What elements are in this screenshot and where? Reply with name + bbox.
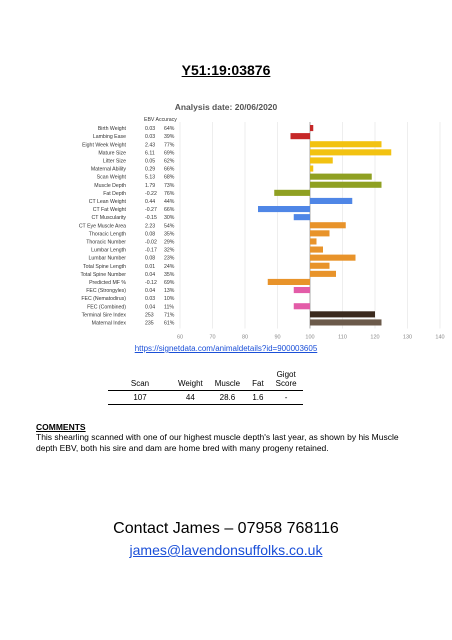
scan-table-header-row <box>108 370 303 391</box>
trait-label: CT Muscularity <box>91 215 126 222</box>
ebv-value: -0.17 <box>145 247 157 254</box>
ebv-value: 2.43 <box>145 142 156 149</box>
trait-label: Lambing Ease <box>92 134 126 141</box>
comments-body: This shearling scanned with one of our highest muscle depth's last year, as shown by his Muscle depth EBV, both his sire and dam are home bred with many progeny retained. <box>36 432 399 453</box>
ebv-value: 0.08 <box>145 255 156 262</box>
ebv-bar <box>310 182 382 188</box>
ebv-bar <box>294 303 310 309</box>
trait-label: Predicted MF % <box>89 279 126 286</box>
ebv-value: 0.04 <box>145 304 156 311</box>
accuracy-value: 61% <box>164 320 175 327</box>
ebv-bar <box>310 230 330 236</box>
contact-email-link[interactable]: james@lavendonsuffolks.co.uk <box>129 542 323 558</box>
scan-table-row <box>108 391 303 405</box>
x-tick-label: 110 <box>338 334 347 341</box>
trait-label: Muscle Depth <box>94 182 126 189</box>
trait-label: Total Spine Length <box>83 263 126 270</box>
col-weight: Weight <box>172 370 209 391</box>
signet-link[interactable]: https://signetdata.com/animaldetails?id=900003605 <box>134 344 318 353</box>
trait-label: Maternal Index <box>91 320 126 327</box>
scan-table <box>108 370 303 405</box>
accuracy-value: 30% <box>164 215 175 222</box>
accuracy-value: 73% <box>164 182 175 189</box>
ebv-bar <box>310 141 382 147</box>
accuracy-value: 66% <box>164 207 175 214</box>
ebv-bar <box>310 174 372 180</box>
ebv-accuracy-header: EBV Accuracy <box>144 117 177 123</box>
accuracy-value: 69% <box>164 279 175 286</box>
ebv-bar <box>310 271 336 277</box>
ebv-bar-chart <box>0 112 452 341</box>
comments-heading: COMMENTS <box>36 422 86 432</box>
accuracy-value: 68% <box>164 174 175 181</box>
col-scan: Scan <box>108 370 172 391</box>
muscle-value: 28.6 <box>209 391 246 405</box>
ebv-bar <box>310 263 330 269</box>
ebv-bar <box>291 133 311 139</box>
ebv-value: 0.03 <box>145 134 156 141</box>
ebv-bar <box>310 157 333 163</box>
ebv-value: 0.04 <box>145 288 156 295</box>
accuracy-value: 69% <box>164 150 175 157</box>
trait-label: Thoracic Length <box>88 231 126 238</box>
accuracy-value: 11% <box>164 304 174 311</box>
ebv-bar <box>310 125 313 131</box>
ebv-value: 0.05 <box>145 158 156 165</box>
x-tick-label: 130 <box>402 334 413 341</box>
accuracy-value: 62% <box>164 158 175 165</box>
accuracy-value: 71% <box>164 312 175 319</box>
ebv-value: 235 <box>145 320 154 327</box>
trait-label: Birth Weight <box>97 126 126 133</box>
trait-label: FEC (Combined) <box>87 304 126 311</box>
trait-label: Scan Weight <box>96 174 126 181</box>
ebv-value: 0.08 <box>145 231 156 238</box>
x-tick-label: 90 <box>274 334 281 341</box>
x-tick-label: 80 <box>241 334 249 341</box>
ebv-bar <box>258 206 310 212</box>
trait-label: CT Eye Muscle Area <box>78 223 126 230</box>
ebv-bar <box>310 166 313 172</box>
animal-id-title: Y51:19:03876 <box>181 62 271 78</box>
col-gigot-score <box>270 370 303 391</box>
accuracy-value: 29% <box>164 239 175 246</box>
trait-label: CT Lean Weight <box>88 198 126 205</box>
trait-label: Terminal Sire Index <box>81 312 126 319</box>
ebv-bar <box>310 198 352 204</box>
col-gigot-line1: Gigot <box>276 370 296 379</box>
ebv-bar <box>274 190 310 196</box>
ebv-bar <box>310 311 375 317</box>
ebv-value: -0.02 <box>145 239 157 246</box>
weight-value: 44 <box>172 391 209 405</box>
accuracy-value: 35% <box>164 231 175 238</box>
ebv-value: 2.23 <box>145 223 156 230</box>
trait-label: FEC (Nematodirus) <box>81 296 126 303</box>
ebv-value: 0.03 <box>145 296 156 303</box>
ebv-bar <box>310 247 323 253</box>
fat-value: 1.6 <box>246 391 270 405</box>
trait-label: CT Fat Weight <box>92 207 126 214</box>
ebv-bar <box>268 279 310 285</box>
ebv-bar <box>310 238 317 244</box>
accuracy-value: 64% <box>164 126 175 133</box>
col-muscle: Muscle <box>209 370 246 391</box>
trait-label: Mature Size <box>98 150 126 157</box>
trait-label: Maternal Ability <box>90 166 126 173</box>
accuracy-value: 10% <box>164 296 175 303</box>
accuracy-value: 44% <box>164 198 175 205</box>
x-tick-label: 120 <box>370 334 380 341</box>
accuracy-value: 54% <box>164 223 175 230</box>
trait-label: Litter Size <box>102 158 126 165</box>
col-gigot-line2: Score <box>275 379 297 388</box>
ebv-bar <box>294 287 310 293</box>
ebv-value: 1.79 <box>145 182 156 189</box>
x-tick-label: 140 <box>435 334 445 341</box>
ebv-value: 0.01 <box>145 263 156 270</box>
accuracy-value: 39% <box>164 134 175 141</box>
trait-label: Total Spine Number <box>80 271 126 278</box>
ebv-bar <box>310 222 346 228</box>
ebv-value: 0.04 <box>145 271 156 278</box>
ebv-bar <box>310 319 382 325</box>
x-tick-label: 70 <box>209 334 216 341</box>
analysis-date: Analysis date: 20/06/2020 <box>174 102 278 112</box>
accuracy-value: 66% <box>164 166 175 173</box>
trait-label: FEC (Strongyles) <box>86 288 126 295</box>
ebv-value: 6.11 <box>145 150 155 157</box>
accuracy-value: 76% <box>164 190 175 197</box>
col-fat: Fat <box>246 370 270 391</box>
ebv-value: -0.15 <box>145 215 157 222</box>
x-tick-label: 60 <box>176 334 184 341</box>
ebv-value: -0.22 <box>145 190 157 197</box>
accuracy-value: 35% <box>164 271 175 278</box>
trait-label: Lumbar Number <box>88 255 126 262</box>
accuracy-value: 23% <box>164 255 175 262</box>
ebv-value: 0.44 <box>145 198 156 205</box>
ebv-bar <box>310 149 391 155</box>
scan-value: 107 <box>108 391 172 405</box>
ebv-value: 5.13 <box>145 174 156 181</box>
trait-label: Thoracic Number <box>86 239 126 246</box>
ebv-value: 0.03 <box>145 126 156 133</box>
ebv-bar <box>294 214 310 220</box>
ebv-value: -0.12 <box>145 279 157 286</box>
accuracy-value: 77% <box>164 142 175 149</box>
ebv-bar <box>310 255 356 261</box>
ebv-value: 253 <box>145 312 154 319</box>
gigot-value: - <box>270 391 303 405</box>
trait-label: Eight Week Weight <box>82 142 126 149</box>
contact-line: Contact James – 07958 768116 <box>113 520 339 537</box>
trait-label: Fat Depth <box>103 190 126 197</box>
ebv-value: -0.27 <box>145 207 157 214</box>
trait-label: Lumbar Length <box>91 247 126 254</box>
ebv-value: 0.29 <box>145 166 156 173</box>
accuracy-value: 13% <box>164 288 175 295</box>
accuracy-value: 24% <box>164 263 175 270</box>
x-tick-label: 100 <box>305 334 315 341</box>
accuracy-value: 32% <box>164 247 175 254</box>
